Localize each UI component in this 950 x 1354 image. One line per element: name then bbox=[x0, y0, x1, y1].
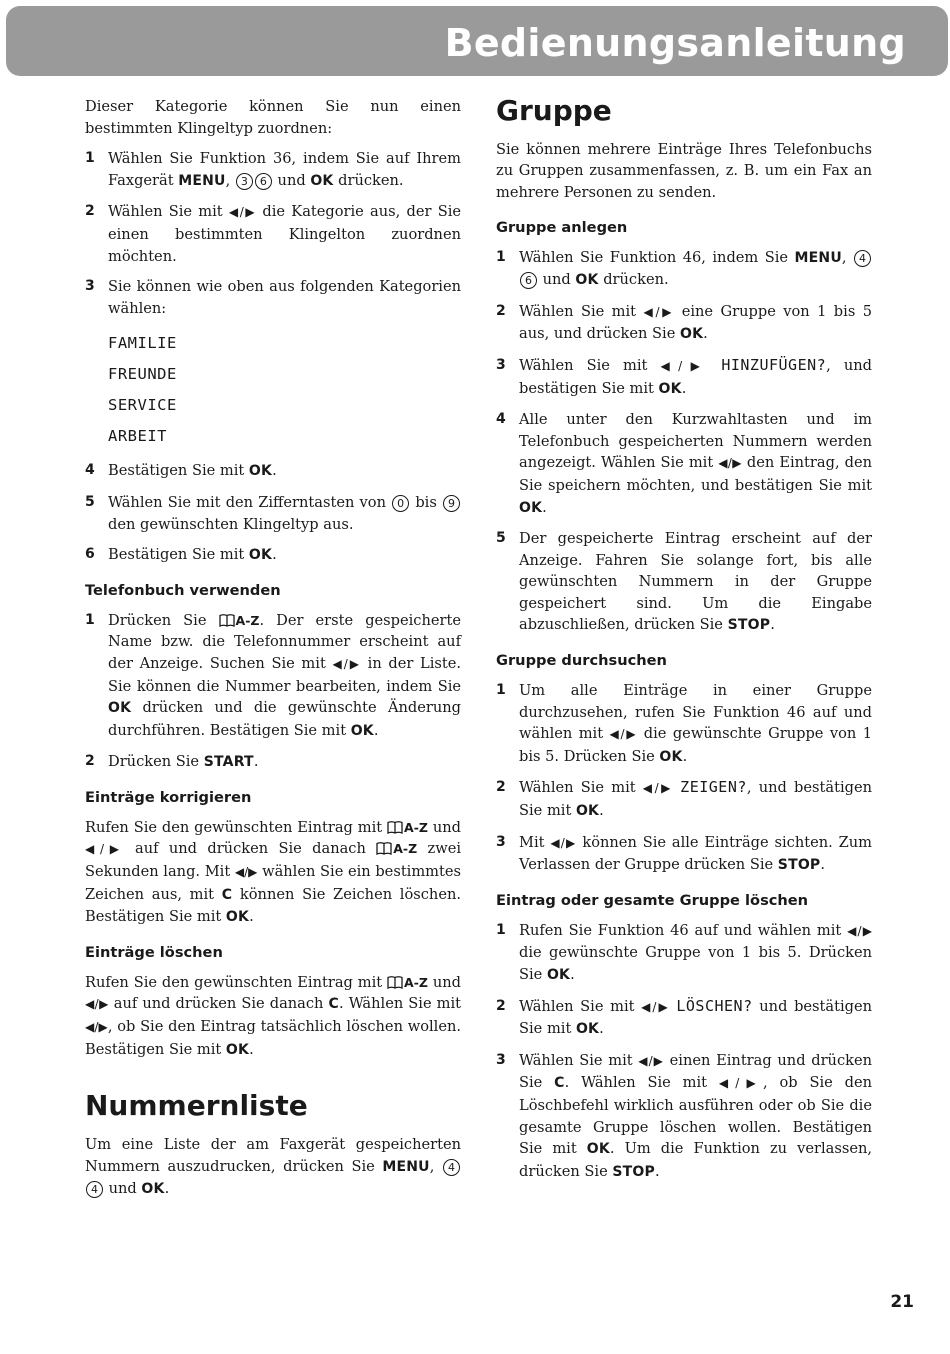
list-item bbox=[85, 201, 461, 267]
step-text: . Um die Funktion zu verlassen, drücken Sie bbox=[519, 1140, 872, 1180]
steps-klingeltyp-2 bbox=[85, 460, 461, 566]
step-number: 1 bbox=[85, 611, 95, 628]
book-icon bbox=[387, 821, 403, 834]
category-list bbox=[108, 328, 461, 452]
list-item bbox=[496, 1050, 872, 1184]
step-text: können Sie alle Einträge sichten. Zum Verlassen der Gruppe drücken Sie bbox=[519, 833, 873, 874]
stop-key: STOP bbox=[727, 617, 771, 634]
section-heading-gruppe: Gruppe bbox=[496, 94, 612, 127]
step-text: Bestätigen Sie mit bbox=[108, 462, 249, 480]
step-text: . bbox=[272, 462, 277, 480]
step-text bbox=[708, 357, 721, 374]
ok-key: OK bbox=[248, 463, 273, 480]
step-text: bis bbox=[410, 493, 442, 511]
text-run: . bbox=[249, 1040, 254, 1058]
digit-6-key-icon: 6 bbox=[520, 272, 537, 289]
step-number: 5 bbox=[85, 493, 95, 510]
digit-6-key-icon: 6 bbox=[255, 173, 272, 190]
step-text: . bbox=[703, 325, 708, 343]
list-item bbox=[496, 920, 872, 987]
step-text: eine Gruppe von 1 bis 5 aus, und drücken Sie bbox=[519, 302, 873, 343]
step-number: 1 bbox=[496, 248, 506, 265]
digit-0-key-icon: 0 bbox=[392, 495, 409, 512]
stop-key: STOP bbox=[777, 857, 821, 874]
step-number: 1 bbox=[496, 682, 506, 699]
text-run: Um eine Liste der am Faxgerät gespeicherten Nummern auszudrucken, drücken Sie bbox=[85, 1136, 461, 1175]
category-item: FREUNDE bbox=[108, 365, 177, 384]
ok-key: OK bbox=[586, 1141, 610, 1158]
step-text: einen Eintrag und drücken Sie bbox=[519, 1051, 873, 1092]
phonebook-key bbox=[376, 841, 417, 856]
ok-key: OK bbox=[575, 272, 599, 289]
step-text: . bbox=[599, 1020, 604, 1038]
step-number: 2 bbox=[85, 753, 95, 770]
text-run: wählen Sie ein bestimmtes Zeichen aus, mit bbox=[85, 863, 462, 903]
gruppe-intro: Sie können mehrere Einträge Ihres Telefonbuchs zu Gruppen zusammenfassen, z. B. um ein Fax an mehrere Personen zu senden. bbox=[496, 140, 872, 201]
step-text: und bbox=[272, 171, 311, 189]
step-text: drücken und die gewünschte Änderung durchführen. Bestätigen Sie mit bbox=[108, 699, 461, 739]
book-icon bbox=[387, 976, 403, 989]
arrow-keys-icon: ◀/▶ bbox=[718, 456, 742, 471]
list-item bbox=[496, 355, 872, 400]
text-run: auf und drücken Sie danach bbox=[124, 840, 377, 858]
section-heading-korrigieren: Einträge korrigieren bbox=[85, 788, 252, 806]
text-run: auf und drücken Sie danach bbox=[108, 995, 329, 1013]
step-text: . bbox=[682, 747, 688, 765]
ok-key: OK bbox=[680, 326, 704, 343]
step-text: . bbox=[272, 546, 277, 564]
step-text: . bbox=[681, 379, 687, 397]
book-icon bbox=[376, 842, 392, 855]
digit-4-key-icon: 4 bbox=[854, 250, 871, 267]
step-text: , und bestätigen Sie mit bbox=[519, 356, 873, 397]
step-text: Wählen Sie mit den Zifferntasten von bbox=[108, 493, 392, 511]
steps-telefonbuch bbox=[85, 610, 461, 774]
step-number: 3 bbox=[85, 278, 95, 295]
page-title: Bedienungsanleitung bbox=[444, 21, 906, 65]
steps-eintrag-loeschen bbox=[496, 920, 872, 1184]
step-text: Wählen Sie mit bbox=[108, 203, 229, 221]
step-text: Sie können wie oben aus folgenden Kategorien wählen: bbox=[108, 278, 461, 317]
step-number: 2 bbox=[85, 203, 95, 220]
arrow-keys-icon: ◀/▶ bbox=[642, 781, 673, 796]
step-text: und bestätigen Sie mit bbox=[519, 997, 873, 1038]
step-text: Alle unter den Kurzwahltasten und im Telefonbuch gespeicherten Nummern werden angezeigt. Wählen Sie mit bbox=[519, 411, 872, 472]
step-number: 2 bbox=[496, 302, 506, 319]
text-run: zwei Sekunden lang. Mit bbox=[85, 840, 462, 881]
az-key-label: A-Z bbox=[235, 612, 260, 628]
step-text: und bbox=[538, 271, 576, 289]
step-text: Um alle Einträge in einer Gruppe durchzusehen, rufen Sie Funktion 46 auf und wählen mit bbox=[519, 682, 872, 743]
step-text: Wählen Sie Funktion 36, indem Sie auf Ihrem Faxgerät bbox=[108, 150, 461, 189]
arrow-keys-icon: ◀/▶ bbox=[234, 865, 258, 880]
arrow-keys-icon: ◀/▶ bbox=[660, 358, 709, 373]
arrow-keys-icon: ◀/▶ bbox=[641, 999, 670, 1014]
text-run: . bbox=[164, 1180, 170, 1198]
step-text: Rufen Sie Funktion 46 auf und wählen mit bbox=[519, 921, 848, 939]
step-text: . bbox=[542, 498, 547, 516]
step-number: 1 bbox=[496, 921, 506, 938]
digit-3-key-icon: 3 bbox=[236, 173, 253, 190]
text-run: können Sie Zeichen löschen. Bestätigen Sie mit bbox=[85, 885, 461, 926]
c-key: C bbox=[554, 1075, 565, 1092]
arrow-keys-icon: ◀/▶ bbox=[718, 1076, 763, 1091]
step-number: 2 bbox=[496, 779, 506, 796]
arrow-keys-icon: ◀/▶ bbox=[85, 997, 109, 1012]
korrigieren-text bbox=[85, 817, 461, 929]
book-icon bbox=[219, 614, 235, 627]
step-text: die gewünschte Gruppe von 1 bis 5. Drücken Sie bbox=[519, 944, 872, 984]
list-item bbox=[85, 610, 461, 743]
left-column bbox=[85, 96, 461, 1210]
list-item bbox=[496, 301, 872, 346]
c-key: C bbox=[328, 996, 339, 1013]
ok-key: OK bbox=[141, 1181, 165, 1198]
step-text: , bbox=[841, 248, 854, 266]
ok-key: OK bbox=[225, 1041, 250, 1058]
step-text: Drücken Sie bbox=[108, 611, 219, 629]
phonebook-key bbox=[219, 613, 260, 628]
ok-key: OK bbox=[575, 1021, 600, 1038]
arrow-keys-icon: ◀/▶ bbox=[643, 304, 675, 319]
arrow-keys-icon: ◀/▶ bbox=[85, 1020, 108, 1035]
step-text: . bbox=[570, 966, 575, 984]
phonebook-key bbox=[387, 975, 428, 990]
ok-key: OK bbox=[659, 748, 683, 765]
list-item bbox=[496, 832, 872, 877]
list-item bbox=[496, 777, 872, 822]
text-run: . bbox=[249, 908, 254, 926]
ok-key: OK bbox=[248, 547, 273, 564]
step-text: . bbox=[253, 753, 259, 771]
ok-key: OK bbox=[519, 499, 543, 516]
arrow-keys-icon: ◀/▶ bbox=[638, 1053, 664, 1068]
step-number: 4 bbox=[496, 411, 506, 428]
list-item bbox=[85, 460, 461, 483]
step-text: . Der erste gespeicherte Name bzw. die Telefonnummer erscheint auf der Anzeige. Suchen Sie mit bbox=[108, 611, 461, 672]
category-item: FAMILIE bbox=[108, 334, 177, 353]
list-item bbox=[85, 492, 461, 535]
lcd-text: HINZUFÜGEN? bbox=[721, 355, 827, 374]
menu-key: MENU bbox=[794, 249, 842, 266]
ok-key: OK bbox=[546, 967, 571, 984]
step-text: Wählen Sie mit bbox=[519, 356, 661, 374]
step-text: . bbox=[820, 856, 826, 874]
step-text: Wählen Sie Funktion 46, indem Sie bbox=[519, 248, 795, 266]
text-run: Rufen Sie den gewünschten Eintrag mit bbox=[85, 818, 388, 836]
steps-gruppe-durchsuchen bbox=[496, 680, 872, 877]
digit-4-key-icon: 4 bbox=[443, 1159, 460, 1176]
right-column bbox=[496, 96, 872, 1192]
text-run: und bbox=[427, 818, 461, 836]
step-number: 6 bbox=[85, 546, 95, 563]
step-text: , und bestätigen Sie mit bbox=[519, 779, 873, 820]
step-text: Wählen Sie mit bbox=[519, 779, 643, 797]
stop-key: STOP bbox=[612, 1163, 655, 1180]
list-item bbox=[496, 409, 872, 519]
header-bar bbox=[6, 6, 948, 76]
step-text: Wählen Sie mit bbox=[519, 302, 644, 320]
list-item bbox=[496, 680, 872, 768]
step-text: . bbox=[770, 616, 775, 634]
list-item bbox=[496, 996, 872, 1041]
step-number: 1 bbox=[85, 150, 95, 167]
text-run: , ob Sie den Eintrag tatsächlich löschen wollen. Bestätigen Sie mit bbox=[85, 1018, 461, 1058]
step-text: Wählen Sie mit bbox=[519, 997, 642, 1015]
arrow-keys-icon: ◀/▶ bbox=[550, 835, 577, 850]
ok-key: OK bbox=[310, 172, 334, 189]
step-text: drücken. bbox=[598, 271, 669, 289]
step-text: den gewünschten Klingeltyp aus. bbox=[108, 515, 354, 533]
list-item bbox=[496, 528, 872, 637]
ok-key: OK bbox=[225, 909, 250, 926]
step-text: Wählen Sie mit bbox=[519, 1051, 639, 1069]
text-run: und bbox=[427, 973, 461, 991]
ok-key: OK bbox=[350, 722, 374, 739]
category-item: ARBEIT bbox=[108, 427, 167, 446]
text-run: . Wählen Sie mit bbox=[339, 995, 462, 1013]
step-text: Drücken Sie bbox=[108, 753, 204, 771]
step-text: . bbox=[373, 721, 379, 739]
step-text: Bestätigen Sie mit bbox=[108, 546, 249, 564]
digit-4-key-icon: 4 bbox=[86, 1181, 103, 1198]
section-heading-loeschen: Einträge löschen bbox=[85, 943, 223, 961]
steps-klingeltyp bbox=[85, 148, 461, 319]
arrow-keys-icon: ◀/▶ bbox=[85, 842, 125, 857]
list-item bbox=[85, 544, 461, 567]
c-key: C bbox=[221, 886, 233, 903]
step-text: . Wählen Sie mit bbox=[564, 1074, 719, 1092]
step-text: . bbox=[599, 802, 604, 820]
step-number: 2 bbox=[496, 997, 506, 1014]
ok-key: OK bbox=[575, 803, 600, 820]
step-number: 3 bbox=[496, 833, 506, 850]
menu-key: MENU bbox=[382, 1158, 430, 1175]
section-heading-eintrag-loeschen: Eintrag oder gesamte Gruppe löschen bbox=[496, 891, 809, 909]
list-item bbox=[85, 751, 461, 774]
lcd-text: ZEIGEN? bbox=[680, 778, 747, 797]
ok-key: OK bbox=[658, 380, 682, 397]
arrow-keys-icon: ◀/▶ bbox=[847, 923, 873, 938]
list-item bbox=[496, 247, 872, 292]
step-text: Mit bbox=[519, 833, 551, 851]
intro-text: Dieser Kategorie können Sie nun einen bestimmten Klingeltyp zuordnen: bbox=[85, 98, 461, 137]
section-heading-telefonbuch: Telefonbuch verwenden bbox=[85, 581, 281, 599]
step-text: Der gespeicherte Eintrag erscheint auf der Anzeige. Fahren Sie solange fort, bis alle gewünschten Nummern in der Gruppe gespeichert sind. Um die Eingabe abzuschließen, drücken Sie bbox=[519, 530, 872, 634]
step-number: 5 bbox=[496, 530, 506, 547]
loeschen-text bbox=[85, 972, 461, 1061]
start-key: START bbox=[203, 754, 254, 771]
nummernliste-text bbox=[85, 1134, 461, 1201]
menu-key: MENU bbox=[178, 172, 226, 189]
category-item: SERVICE bbox=[108, 396, 177, 415]
text-run: , bbox=[429, 1157, 442, 1175]
section-heading-gruppe-durchsuchen: Gruppe durchsuchen bbox=[496, 652, 667, 670]
step-text: die Kategorie aus, der Sie einen bestimmten Klingelton zuordnen möchten. bbox=[108, 203, 461, 265]
ok-key: OK bbox=[108, 700, 132, 717]
arrow-keys-icon: ◀/▶ bbox=[228, 205, 257, 220]
step-text: . bbox=[654, 1162, 660, 1180]
az-key-label: A-Z bbox=[393, 841, 418, 857]
step-text: drücken. bbox=[333, 171, 404, 189]
lcd-text: LÖSCHEN? bbox=[676, 996, 753, 1015]
step-number: 3 bbox=[496, 1051, 506, 1068]
text-run: Rufen Sie den gewünschten Eintrag mit bbox=[85, 973, 388, 991]
section-heading-gruppe-anlegen: Gruppe anlegen bbox=[496, 218, 628, 236]
step-text: in der Liste. Sie können die Nummer bearbeiten, indem Sie bbox=[108, 654, 462, 695]
step-number: 3 bbox=[496, 356, 506, 373]
arrow-keys-icon: ◀/▶ bbox=[332, 656, 362, 671]
list-item: 1 Wählen Sie Funktion 36, indem Sie auf Ihrem Faxgerät MENU, 3 6 und OK drücken. bbox=[85, 150, 461, 189]
arrow-keys-icon: ◀/▶ bbox=[609, 727, 638, 742]
list-item bbox=[85, 276, 461, 319]
page-number: 21 bbox=[890, 1292, 914, 1312]
phonebook-key bbox=[387, 820, 428, 835]
section-heading-nummernliste: Nummernliste bbox=[85, 1089, 308, 1123]
az-key-label: A-Z bbox=[404, 974, 428, 990]
step-text: die gewünschte Gruppe von 1 bis 5. Drücken Sie bbox=[519, 725, 872, 765]
steps-gruppe-anlegen bbox=[496, 247, 872, 638]
text-run: und bbox=[104, 1180, 142, 1198]
az-key-label: A-Z bbox=[404, 819, 428, 835]
step-number: 4 bbox=[85, 462, 95, 479]
digit-9-key-icon: 9 bbox=[443, 495, 460, 512]
step-text: den Eintrag, den Sie speichern möchten, und bestätigen Sie mit bbox=[519, 454, 872, 494]
step-text: , ob Sie den Löschbefehl wirklich ausführen oder ob Sie die gesamte Gruppe löschen wollen. Bestätigen Sie mit bbox=[519, 1074, 872, 1158]
